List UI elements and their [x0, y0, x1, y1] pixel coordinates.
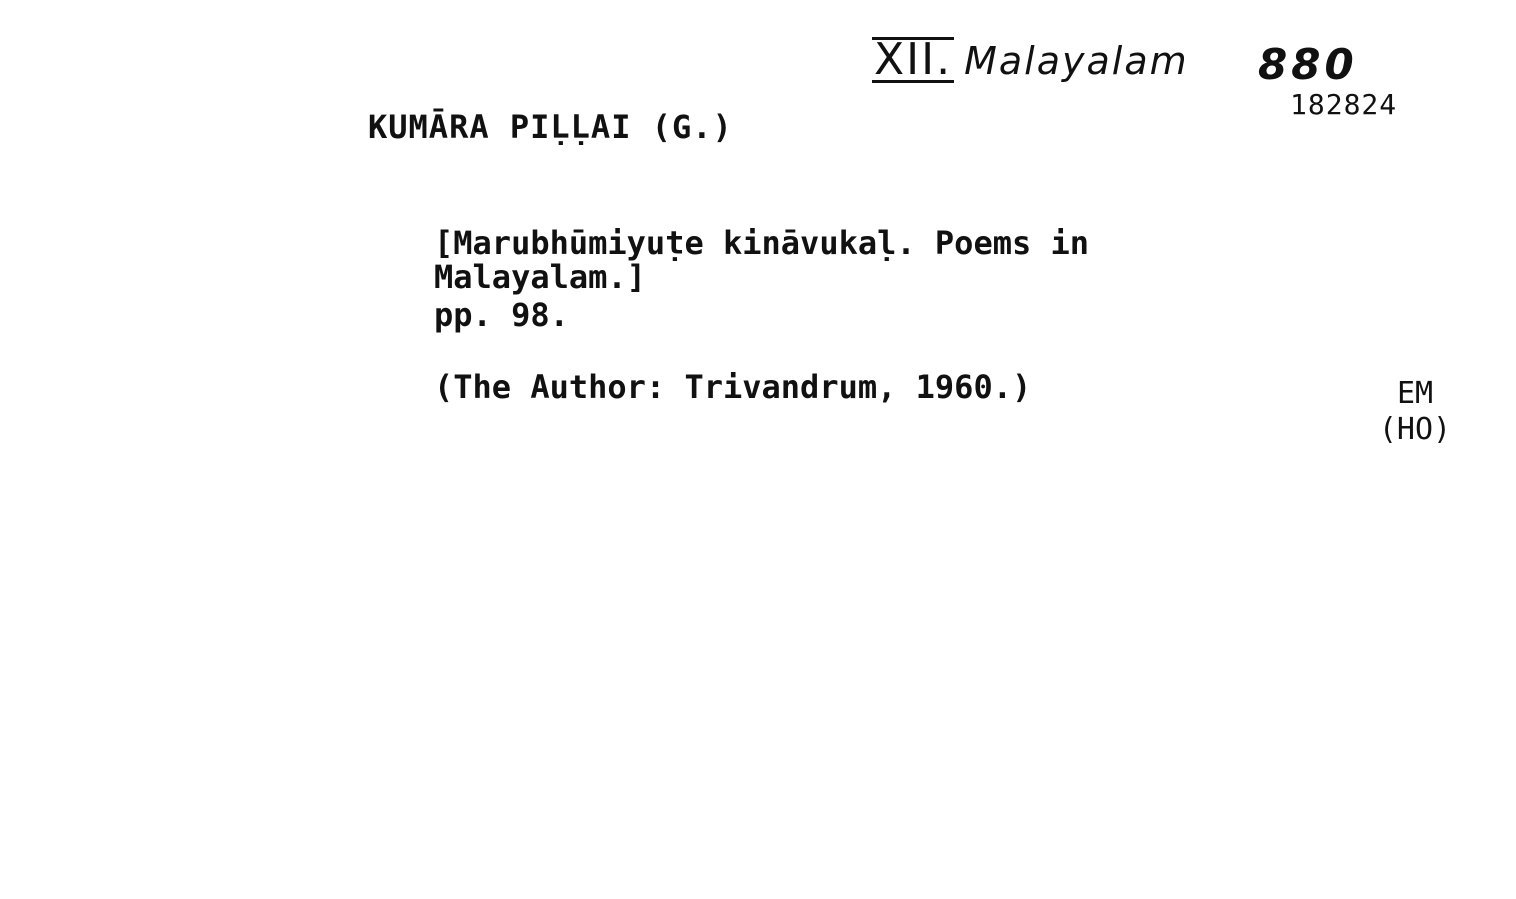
location-code: [1360, 376, 1470, 448]
title-line-1: [Marubhūmiyuṭe kināvukaḷ. Poems in: [434, 224, 1090, 262]
imprint: (The Author: Trivandrum, 1960.): [434, 368, 1032, 406]
shelfmark-class-numeral: XII.: [874, 34, 953, 85]
author-heading: KUMĀRA PIḶḶAI (G.): [368, 108, 733, 146]
location-code-line-2: (HO): [1378, 412, 1452, 447]
location-code-line-1: EM: [1396, 376, 1434, 411]
accession-number: 182824: [1290, 88, 1398, 121]
pagination: pp. 98.: [434, 296, 569, 334]
shelfmark-subject: Malayalam: [964, 39, 1189, 83]
shelfmark-class: [872, 34, 1189, 85]
title-line-2: Malayalam.]: [434, 258, 646, 296]
shelfmark-number: 880: [1258, 40, 1358, 89]
